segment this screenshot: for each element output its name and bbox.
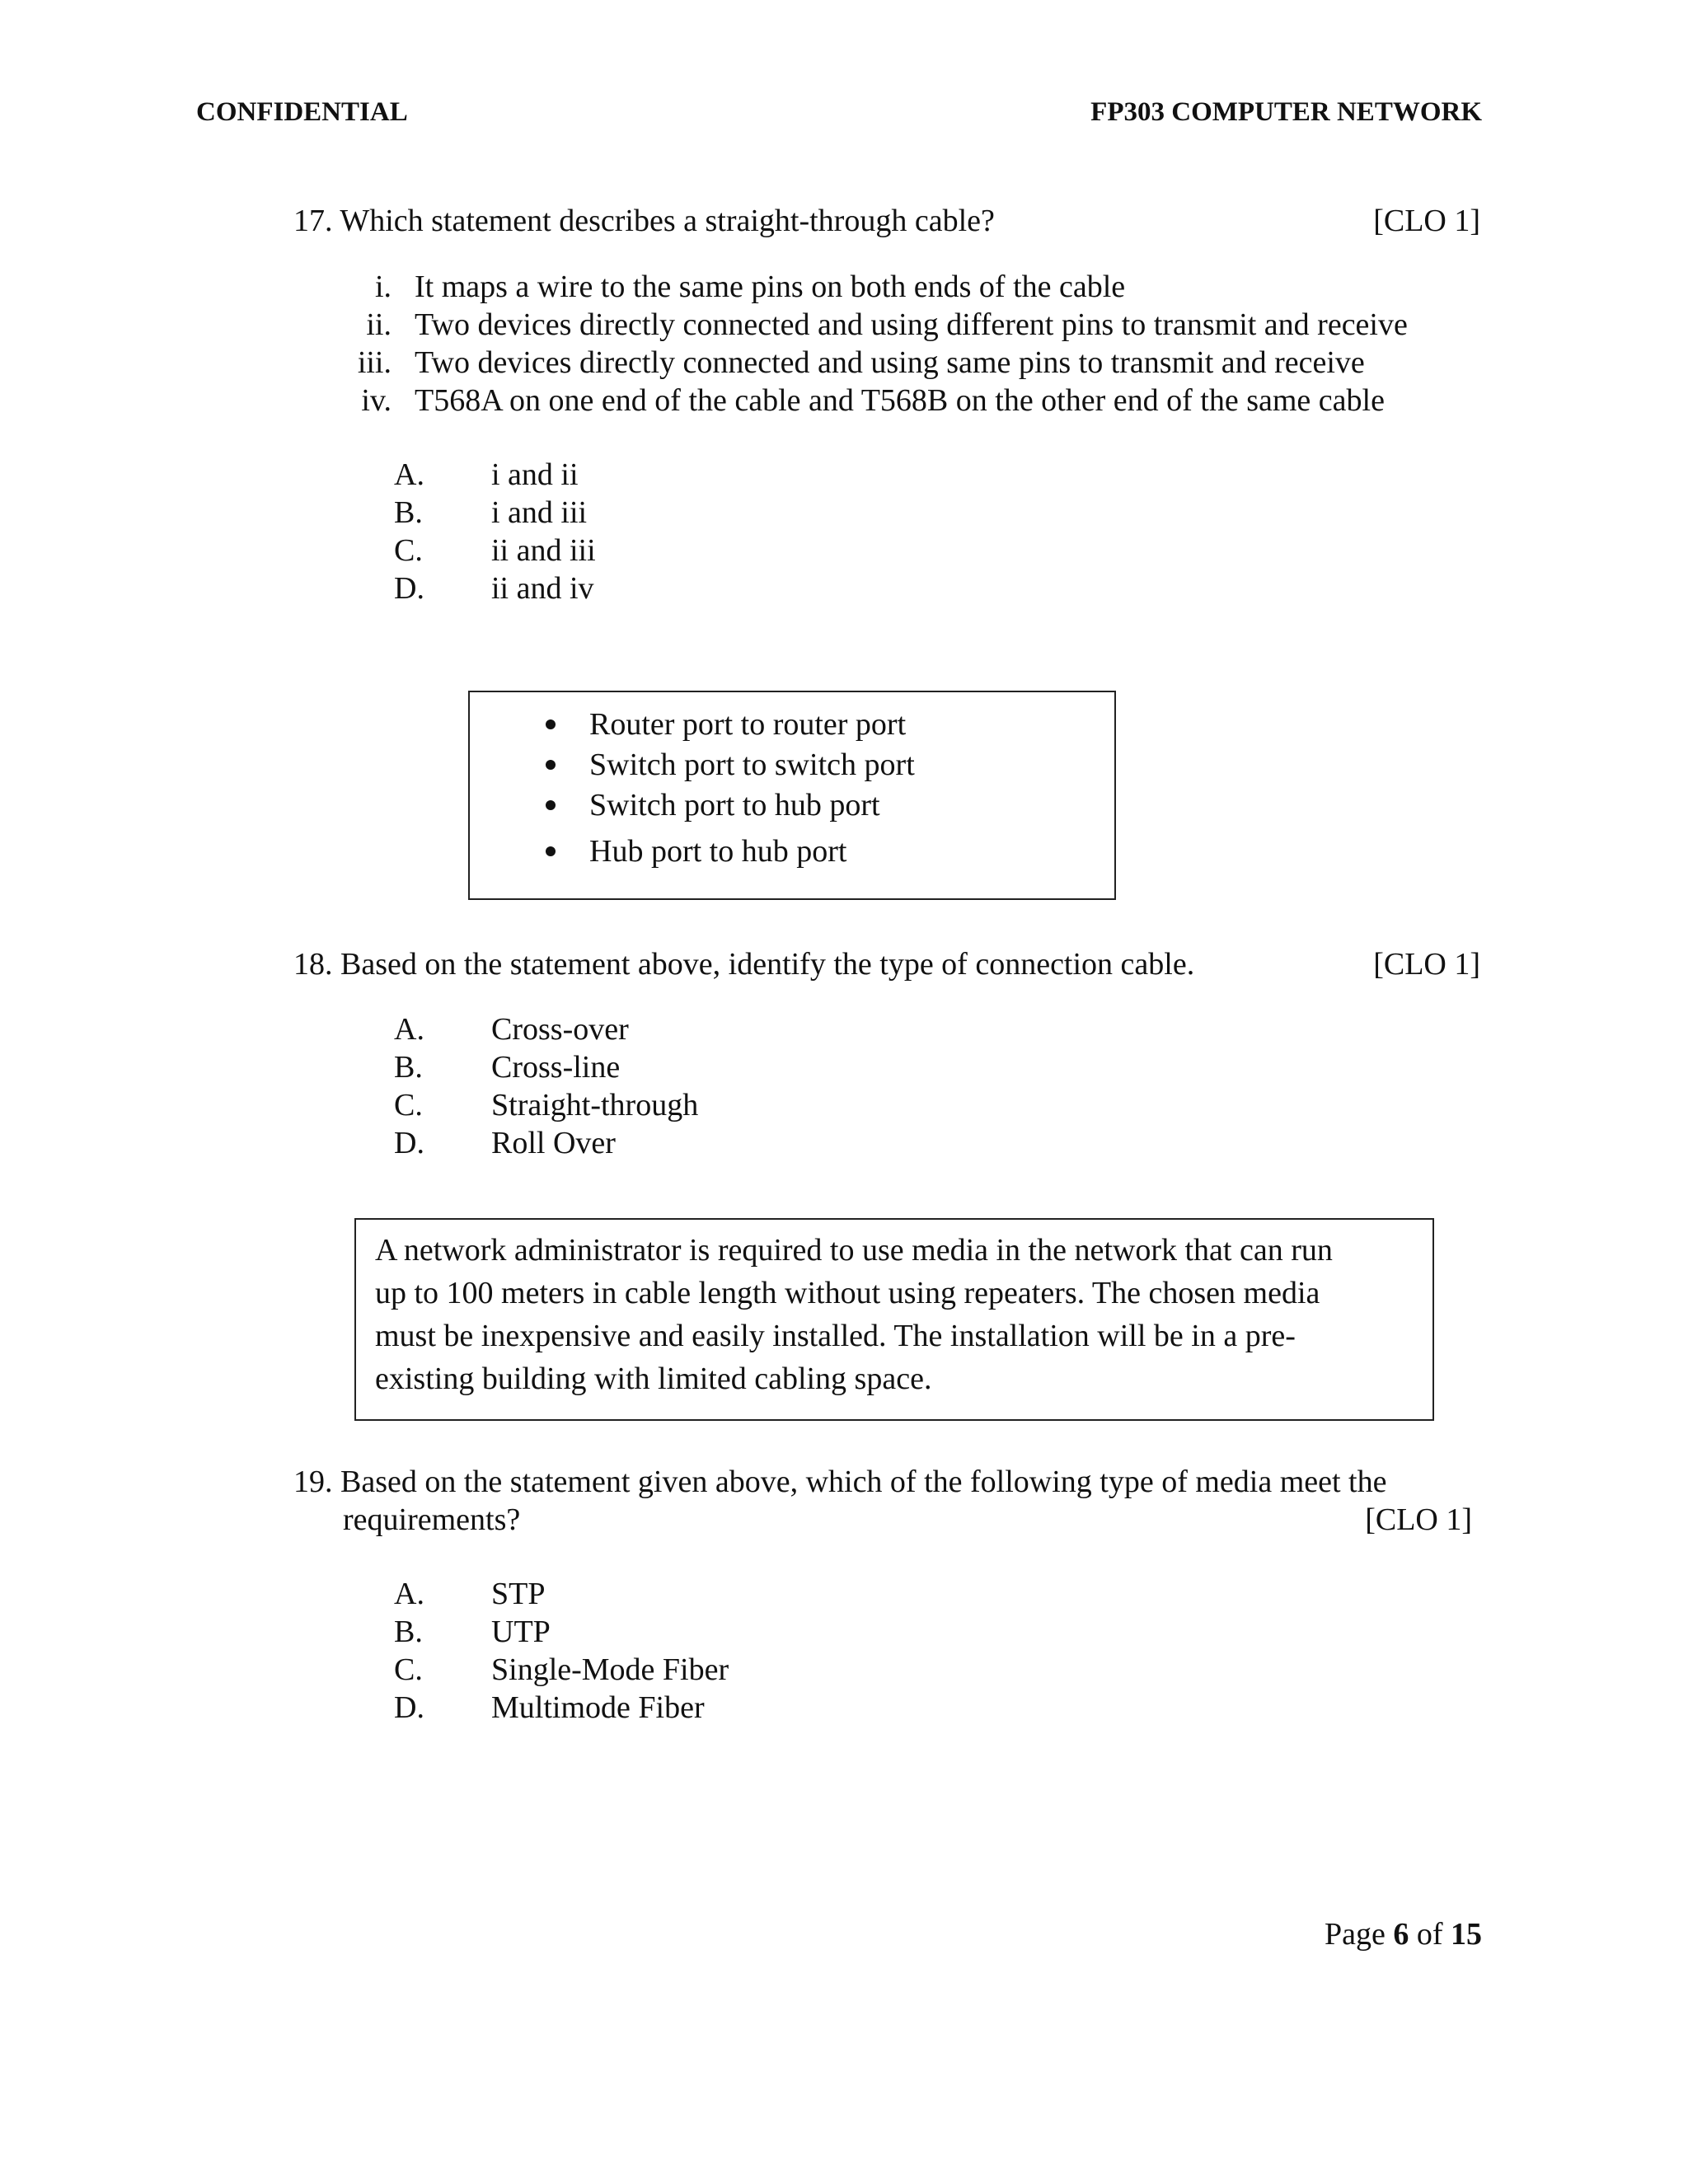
option-text: Roll Over	[491, 1126, 616, 1160]
q18-question	[293, 945, 1194, 983]
option-text: ii and iv	[491, 571, 594, 606]
option-text: i and iii	[491, 495, 588, 530]
bullet-icon	[546, 760, 556, 770]
option-letter: C.	[394, 1088, 423, 1122]
q18-number: 18.	[293, 947, 333, 982]
bullet-icon	[546, 800, 556, 810]
statement-text: Two devices directly connected and using different pins to transmit and receive	[415, 307, 1408, 342]
header-course-title: FP303 COMPUTER NETWORK	[1090, 97, 1482, 127]
bullet-text: Switch port to hub port	[589, 788, 880, 823]
q17-question	[293, 202, 995, 240]
option-letter: D.	[394, 1690, 424, 1725]
statement-text: Two devices directly connected and using same pins to transmit and receive	[415, 345, 1365, 380]
bullet-text: Router port to router port	[589, 707, 907, 742]
bullet-text: Hub port to hub port	[589, 834, 847, 869]
q17-text: Which statement describes a straight-through cable?	[340, 204, 995, 238]
option-text: Single-Mode Fiber	[491, 1652, 729, 1687]
option-letter: D.	[394, 571, 424, 606]
q17-clo: [CLO 1]	[1373, 204, 1480, 238]
option-text: Multimode Fiber	[491, 1690, 705, 1725]
page-prefix: Page	[1324, 1917, 1386, 1952]
statement-text: T568A on one end of the cable and T568B on the other end of the same cable	[415, 383, 1385, 418]
option-letter: A.	[394, 1012, 424, 1047]
option-letter: B.	[394, 1050, 423, 1085]
option-text: Cross-line	[491, 1050, 621, 1085]
q19-number: 19.	[293, 1465, 333, 1499]
bullet-icon	[546, 846, 556, 856]
option-letter: A.	[394, 457, 424, 492]
option-letter: A.	[394, 1577, 424, 1611]
bullet-text: Switch port to switch port	[589, 748, 915, 782]
option-text: ii and iii	[491, 533, 596, 568]
page-number	[1325, 1916, 1482, 1952]
statement-number: iv.	[361, 383, 392, 418]
q19-question	[293, 1463, 1386, 1501]
page-current: 6	[1393, 1917, 1409, 1952]
page-middle: of	[1416, 1917, 1443, 1952]
option-text: Straight-through	[491, 1088, 699, 1122]
scenario-line: A network administrator is required to use media in the network that can run	[375, 1233, 1333, 1268]
scenario-line: must be inexpensive and easily installed. The installation will be in a pre-	[375, 1319, 1296, 1353]
q18-clo: [CLO 1]	[1373, 947, 1480, 982]
scenario-line: up to 100 meters in cable length without using repeaters. The chosen media	[375, 1276, 1320, 1310]
scenario-line: existing building with limited cabling space.	[375, 1361, 932, 1396]
bullet-icon	[546, 719, 556, 729]
option-letter: C.	[394, 1652, 423, 1687]
statement-number: ii.	[366, 307, 392, 342]
option-letter: D.	[394, 1126, 424, 1160]
option-letter: B.	[394, 495, 423, 530]
q18-text: Based on the statement above, identify the type of connection cable.	[340, 947, 1195, 982]
q19-text-line1: Based on the statement given above, which of the following type of media meet the	[340, 1465, 1387, 1499]
q17-number: 17.	[293, 204, 333, 238]
option-text: Cross-over	[491, 1012, 629, 1047]
page-total: 15	[1451, 1917, 1482, 1952]
option-text: UTP	[491, 1615, 551, 1649]
option-text: i and ii	[491, 457, 579, 492]
statement-number: iii.	[357, 345, 392, 380]
statement-number: i.	[374, 269, 392, 304]
header-confidential: CONFIDENTIAL	[196, 97, 408, 127]
option-letter: C.	[394, 533, 423, 568]
scenario-text	[375, 1229, 1333, 1400]
option-letter: B.	[394, 1615, 423, 1649]
q19-text-line2: requirements?	[343, 1502, 521, 1537]
q19-clo: [CLO 1]	[1365, 1502, 1472, 1537]
option-text: STP	[491, 1577, 546, 1611]
statement-text: It maps a wire to the same pins on both ends of the cable	[415, 269, 1126, 304]
